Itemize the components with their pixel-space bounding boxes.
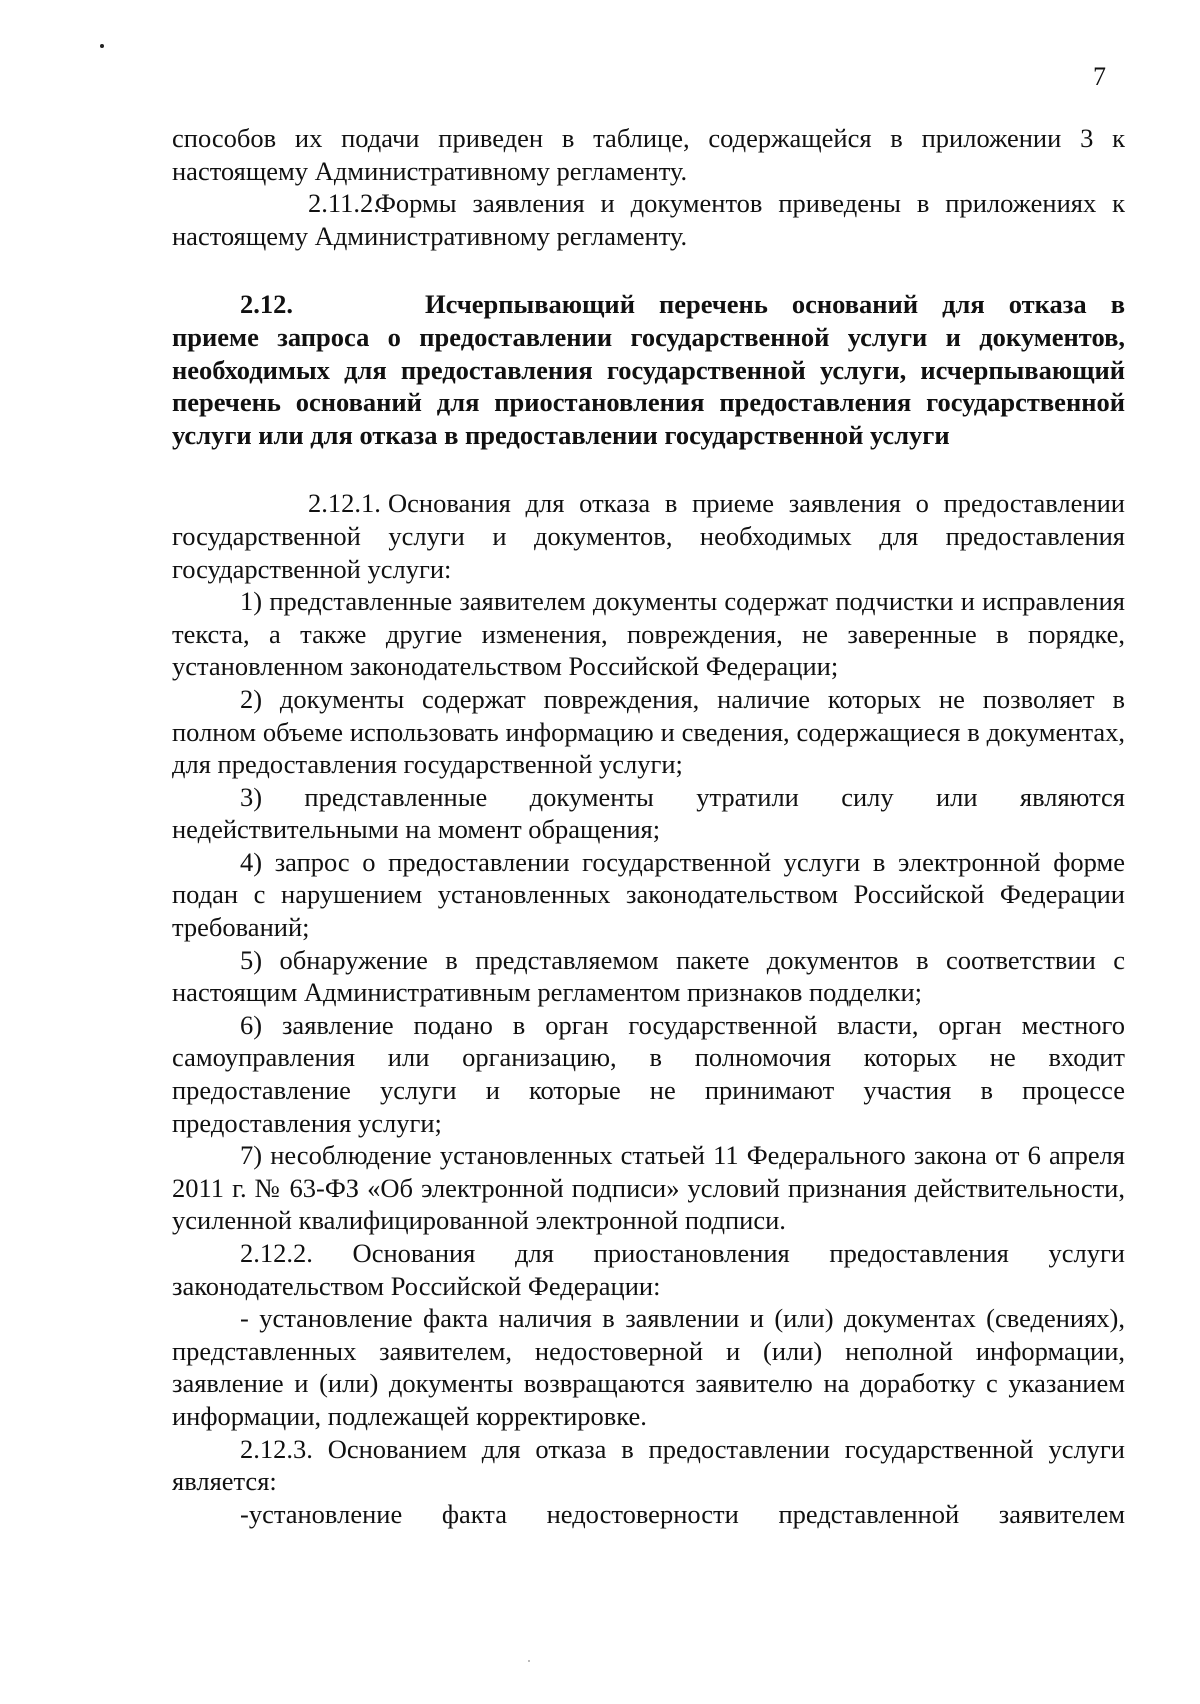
spacer	[172, 451, 1125, 487]
paragraph-text: Основания для отказа в приеме заявления о предоставлении государственной услуги и документов, необходимых для предоставления государственной услуги:	[172, 488, 1125, 584]
dash-item-2-12-2: - установление факта наличия в заявлении и (или) документах (сведениях), представленных заявителем, недостоверной и (или) неполной информации, заявление и (или) документы возвращаются заявителю на доработку с указанием информации, подлежащей корректировке.	[172, 1303, 1125, 1431]
paragraph-2-12-3: 2.12.3. Основанием для отказа в предоставлении государственной услуги является:	[172, 1433, 1125, 1497]
list-item-5: 5) обнаружение в представляемом пакете документов в соответствии с настоящим Административным регламентом признаков подделки;	[172, 944, 1125, 1008]
dash-item-2-12-3: -установление факта недостоверности представленной заявителем	[240, 1498, 1125, 1529]
page-number: 7	[1093, 62, 1106, 91]
scan-speck	[528, 1660, 530, 1662]
paragraph-number: 2.11.2.	[308, 188, 380, 219]
list-item-6: 6) заявление подано в орган государственной власти, орган местного самоуправления или организацию, в полномочия которых не входит предоставление услуги и которые не принимают участия в процессе предоставления услуги;	[172, 1009, 1125, 1138]
list-item-4: 4) запрос о предоставлении государственной услуги в электронной форме подан с нарушением установленных законодательством Российской Федерации требований;	[172, 846, 1125, 943]
paragraph-2-12-1	[172, 487, 1125, 585]
paragraph-2-11-2	[172, 187, 1125, 252]
scan-speck	[100, 44, 104, 48]
document-body	[172, 122, 1125, 1530]
intro-paragraph: способов их подачи приведен в таблице, содержащейся в приложении 3 к настоящему Административному регламенту.	[172, 123, 1125, 186]
list-item-1: 1) представленные заявителем документы содержат подчистки и исправления текста, а также другие изменения, повреждения, не заверенные в порядке, установленном законодательством Российской Федерации;	[172, 586, 1125, 682]
paragraph-2-12-2: 2.12.2. Основания для приостановления предоставления услуги законодательством Российской Федерации:	[172, 1238, 1125, 1301]
paragraph-text: Формы заявления и документов приведены в приложениях к настоящему Административному регламенту.	[172, 188, 1125, 251]
spacer	[172, 252, 1125, 288]
paragraph-number: 2.12.1.	[308, 488, 381, 519]
section-heading-2-12	[172, 288, 1125, 451]
section-title: Исчерпывающий перечень оснований для отказа в приеме запроса о предоставлении государственной услуги и документов, необходимых для предоставления государственной услуги, исчерпывающий перечень оснований для приостановления предоставления государственной услуги или для отказа в предоставлении государственной услуги	[172, 289, 1125, 450]
list-item-3: 3) представленные документы утратили силу или являются недействительными на момент обращения;	[172, 781, 1125, 845]
list-item-2: 2) документы содержат повреждения, наличие которых не позволяет в полном объеме использовать информацию и сведения, содержащиеся в документах, для предоставления государственной услуги;	[172, 683, 1125, 780]
list-item-7: 7) несоблюдение установленных статьей 11 Федерального закона от 6 апреля 2011 г. № 63-ФЗ «Об электронной подписи» условий признания действительности, усиленной квалифицированной электронной подписи.	[172, 1140, 1125, 1236]
section-number: 2.12.	[240, 289, 293, 320]
